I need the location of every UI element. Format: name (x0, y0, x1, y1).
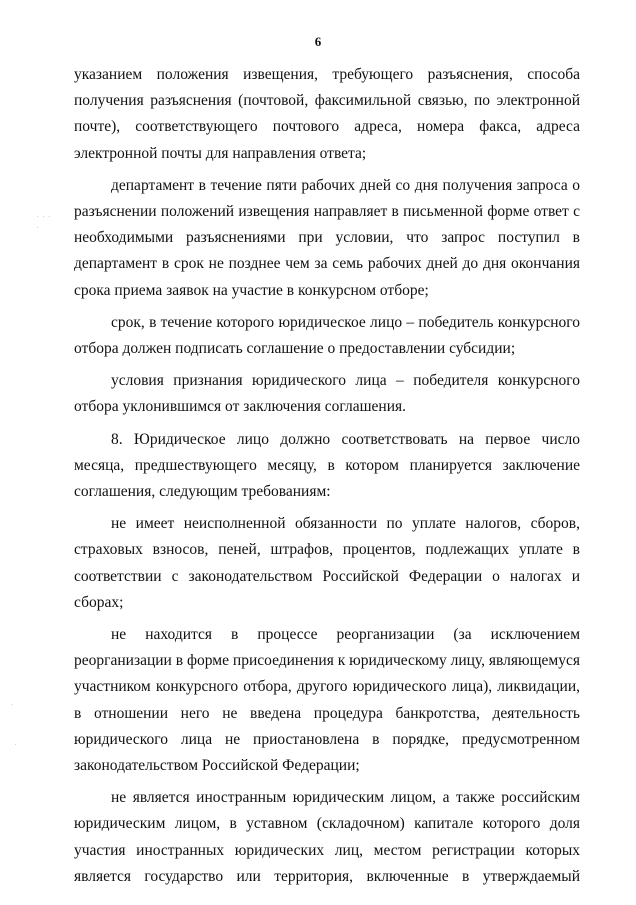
paragraph-1: указанием положения извещения, требующего разъяснения, способа получения разъяснения (почтовой, факсимильной связью, по электронной почте), соответствующего почтового адреса, номера факса, адреса электронной почты для направления ответа; (74, 66, 580, 162)
paragraph-6: не имеет неисполненной обязанности по уплате налогов, сборов, страховых взносов, пеней, штрафов, процентов, подлежащих уплате в соответствии с законодательством Российской Федерации о налогах и сборах; (74, 515, 580, 611)
paragraph-4: условия признания юридического лица – победителя конкурсного отбора уклонившимся от заключения соглашения. (74, 372, 580, 416)
page-number: 6 (314, 34, 322, 49)
paragraph-3: срок, в течение которого юридическое лицо – победитель конкурсного отбора должен подписать соглашение о предоставлении субсидии; (74, 313, 580, 358)
document-body (74, 62, 580, 896)
scan-margin-marks: · · · · · · (10, 212, 51, 751)
paragraph-7: не находится в процессе реорганизации (за исключением реорганизации в форме присоединения к юридическому лицу, являющемуся участником конкурсного отбора, другого юридического лица), ликвидации, в отношении него не введена процедура банкротства, деятельность юридического лица не приостановлена в порядке, предусмотренном законодательством Российской Федерации; (74, 626, 580, 775)
paragraph-5: 8. Юридическое лицо должно соответствовать на первое число месяца, предшествующего месяцу, в котором планируется заключение соглашения, следующим требованиям: (74, 430, 580, 501)
paragraph-8: не является иностранным юридическим лицом, а также российским юридическим лицом, в уставном (складочном) капитале которого доля участия иностранных юридических лиц, местом регистрации которых является государство или территория, включенные в утверждаемый (74, 789, 580, 885)
paragraph-2: департамент в течение пяти рабочих дней со дня получения запроса о разъяснении положений извещения направляет в письменной форме ответ с необходимыми разъяснениями при условии, что запрос поступил в департамент в срок не позднее чем за семь рабочих дней до дня окончания срока приема заявок на участие в конкурсном отборе; (74, 176, 580, 299)
